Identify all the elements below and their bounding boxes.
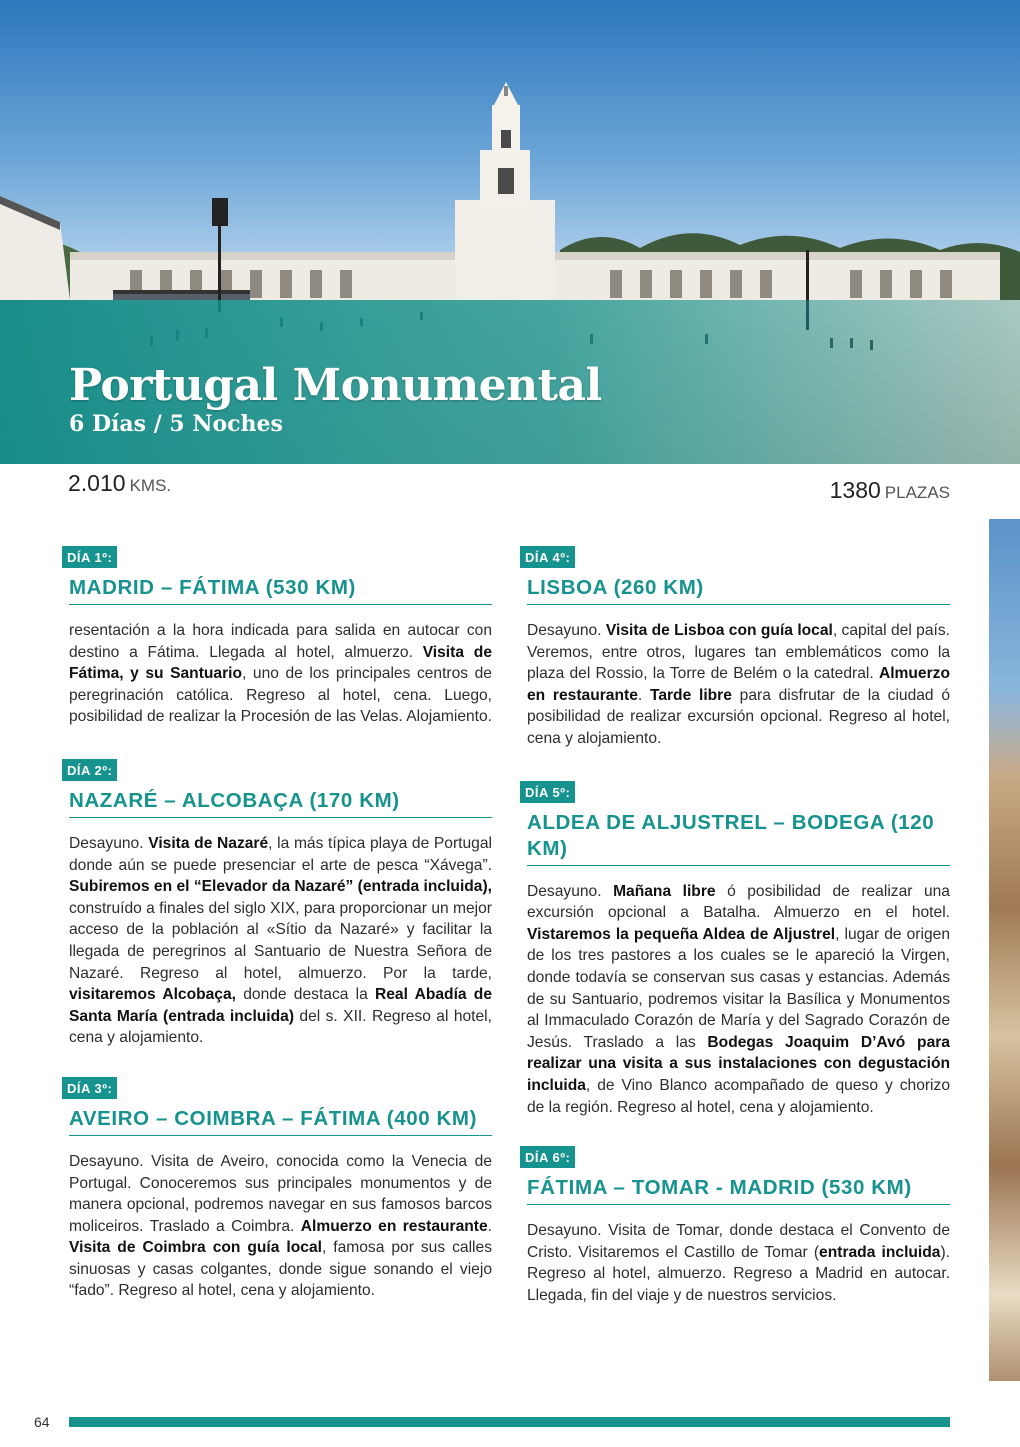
bold-text: visitaremos Alcobaça, [69,986,236,1004]
bold-text: Mañana libre [613,882,716,900]
bold-text: Almuerzo en restaurante [527,665,950,704]
day-title: FÁTIMA – TOMAR - MADRID (530 KM) [527,1168,950,1205]
day-description [69,620,492,728]
day-section [527,1146,950,1306]
bold-text: Visita de Nazaré [148,834,269,852]
text-run: , famosa por sus calles sinuosas y casas colgantes, donde sigue sonando el viejo “fado”. Regreso al hotel, cena y alojamiento. [69,1239,492,1300]
day-description [69,1151,492,1302]
bold-text: Visita de Coimbra con guía local [69,1239,322,1257]
bold-text: Almuerzo en restaurante [300,1217,488,1235]
bold-text: Visita de Lisboa con guía local [605,622,833,639]
text-run: , uno de los principales centros de peregrinación católica. Regreso al hotel, cena. Luego, posibilidad de realizar la Procesión de las Velas. Alojamiento. [69,665,493,726]
day-title: ALDEA DE ALJUSTREL – BODEGA (120 KM) [527,803,950,866]
day-tag: DÍA 4º: [520,546,575,568]
day-section [527,546,950,750]
day-tag: DÍA 1º: [62,546,117,568]
text-run: resentación a la hora indicada para salida en autocar con destino a Fátima. Llegada al hotel, almuerzo. [69,622,492,661]
text-run: del s. XII. Regreso al hotel, cena y alojamiento. [69,1007,492,1047]
distance-value: 2.010 [68,470,126,496]
text-run: construído a finales del siglo XIX, para proporcionar un mejor acceso de la población al «Sítio da Nazaré» y facilitar la llegada de peregrinos al Santuario de Nuestra Señora de Nazaré. Regreso al hotel, almuerzo. Por la tarde, [69,899,492,982]
side-photo-strip [989,519,1020,1381]
day-title: MADRID – FÁTIMA (530 KM) [69,568,492,605]
day-section [69,546,492,728]
text-run: . [487,1217,492,1235]
day-title: NAZARÉ – ALCOBAÇA (170 KM) [69,781,492,818]
text-run: , de Vino Blanco acompañado de queso y chorizo de la región. Regreso al hotel, cena y alojamiento. [527,1076,950,1116]
text-run: Desayuno. [527,882,614,900]
text-run: donde destaca la [236,986,375,1004]
day-section [69,1077,492,1302]
seats-value: 1380 [829,477,881,503]
day-description [527,1220,950,1306]
bold-text: entrada incluida [819,1243,941,1261]
day-tag: DÍA 3º: [62,1077,117,1099]
day-section [69,759,492,1049]
text-run: ). Regreso al hotel, almuerzo. Regreso a Madrid en autocar. Llegada, fin del viaje y de nuestros servicios. [527,1243,950,1304]
day-tag: DÍA 6º: [520,1146,575,1168]
distance-unit: KMS. [129,476,172,495]
text-run: para disfrutar de la ciudad ó posibilidad de realizar excursión opcional. Regreso al hotel, cena y alojamiento. [527,686,951,747]
day-tag: DÍA 5º: [520,781,575,803]
seats-stat [830,477,950,504]
bold-text: Vistaremos la pequeña Aldea de Aljustrel [527,925,836,943]
itinerary-column-right [527,546,950,1306]
day-description [527,620,950,750]
day-tag: DÍA 2º: [62,759,117,781]
text-run: , lugar de origen de los tres pastores a los cuales se le apareció la Virgen, donde todavía se conservan sus casas y estancias. Además de su Santuario, podremos visitar la Basílica y Monumentos al Immaculado Corazón de María y del Sagrado Corazón de Jesús. Traslado a las [527,925,950,1051]
text-run: Desayuno. [69,834,149,852]
text-run: , la más típica playa de Portugal donde aún se puede presenciar el arte de pesca “Xávega”. [69,834,492,874]
seats-unit: PLAZAS [884,483,950,502]
day-title: AVEIRO – COIMBRA – FÁTIMA (400 KM) [69,1099,492,1136]
bold-text: Real Abadía de Santa María (entrada incluida) [69,986,492,1025]
bold-text: Bodegas Joaquim D’Avó para realizar una visita a sus instalaciones con degustación incluida [527,1033,950,1094]
bold-text: Tarde libre [649,686,732,704]
page-number: 64 [34,1414,50,1430]
text-run: . [637,686,650,704]
text-run: , capital del país. Veremos, entre otros, lugares tan emblemáticos como la plaza del Rossio, la Torre de Belém o la catedral. [527,622,950,683]
text-run: ó posibilidad de realizar una excursión opcional a Batalha. Almuerzo en el hotel. [527,882,950,922]
text-run: Desayuno. Visita de Aveiro, conocida como la Venecia de Portugal. Conoceremos sus principales monumentos y de manera opcional, podremos navegar en sus famosos barcos moliceiros. Traslado a Coimbra. [69,1152,492,1235]
bold-text: Subiremos en el “Elevador da Nazaré” (entrada incluida), [69,878,492,896]
itinerary-column-left [69,546,492,1302]
day-description [69,833,492,1049]
day-title: LISBOA (260 KM) [527,568,950,605]
footer-bar [69,1417,950,1427]
text-run: Desayuno. Visita de Tomar, donde destaca el Convento de Cristo. Visitaremos el Castillo de Tomar ( [527,1222,950,1261]
day-description [527,881,950,1119]
text-run: Desayuno. [527,622,606,639]
bold-text: Visita de Fátima, y su Santuario [69,643,492,683]
page-title: Portugal Monumental [69,360,602,411]
day-section [527,781,950,1119]
trip-duration: 6 Días / 5 Noches [69,411,283,437]
distance-stat [68,470,171,497]
hero-banner [0,0,1020,464]
